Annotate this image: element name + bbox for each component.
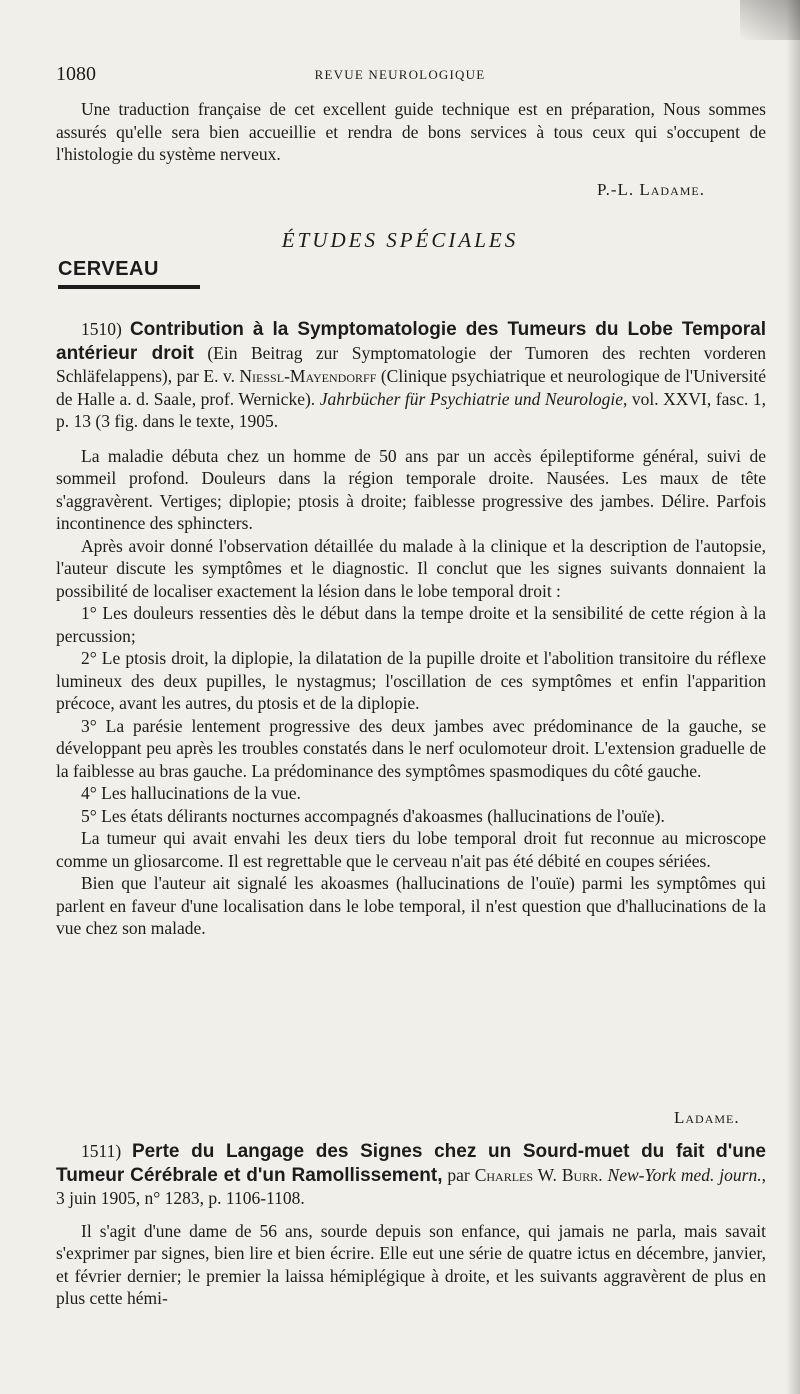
article-1511-paragraph: Il s'agit d'une dame de 56 ans, sourde depuis son enfance, qui jamais ne parla, mais savait s'exprimer par signes, bien lire et bien écrire. Elle eut une série de quatre ictus en décembre, janvier, et février dernier; le premier la laissa hémiplégique à droite, et les suivants aggravèrent de plus en plus cette hémi- bbox=[56, 1220, 766, 1308]
article-1511-journal: New-York med. journ. bbox=[607, 1164, 762, 1185]
article-1510-paragraph: 3° La parésie lentement progressive des deux jambes avec prédominance de la gauche, se développant peu après les troubles constatés dans le nerf oculomoteur droit. L'extension graduelle de la faiblesse au bras gauche. La prédominance des symptômes spasmodiques du côté gauche. bbox=[56, 715, 766, 781]
page-number: 1080 bbox=[56, 63, 96, 85]
article-1510-number: 1510) bbox=[81, 319, 122, 339]
article-1510-ref-b: (Clinique psychiatrique et neurologique de l'Université de Halle a. d. Saale, prof. Wernicke). bbox=[56, 366, 766, 409]
article-1510-paragraph: 5° Les états délirants nocturnes accompagnés d'akoasmes (hallucinations de l'ouïe). bbox=[81, 805, 665, 826]
article-1511-number: 1511) bbox=[81, 1141, 122, 1161]
article-1510-ref-c: , vol. XXVI, fasc. 1, p. 13 (3 fig. dans le texte, 1905. bbox=[56, 388, 766, 431]
subsection-underline bbox=[58, 285, 200, 289]
article-1510-paragraph: 4° Les hallucinations de la vue. bbox=[81, 783, 301, 803]
section-title: ÉTUDES SPÉCIALES bbox=[281, 228, 519, 252]
running-title: REVUE NEUROLOGIQUE bbox=[314, 67, 486, 82]
article-1510-journal: Jahrbücher für Psychiatrie und Neurologie bbox=[319, 388, 623, 409]
intro-text: Une traduction française de cet excellent guide technique est en préparation, Nous sommes assurés qu'elle sera bien accueillie et rendra de bons services à tous ceux qui s'occupent de l'histologie du système nerveux. bbox=[56, 99, 766, 164]
page-edge-shadow bbox=[786, 0, 800, 1394]
article-1510-signature: Ladame. bbox=[674, 1108, 740, 1127]
article-1510-ref-a: (Ein Beitrag zur Symptomatologie der Tumoren des rechten vorderen Schläfelappens), par E. v. bbox=[56, 342, 767, 386]
article-1510-heading bbox=[56, 318, 766, 433]
article-1510-paragraph: La tumeur qui avait envahi les deux tiers du lobe temporal droit fut reconnue au microscope comme un gliosarcome. Il est regrettable que le cerveau n'ait pas été débité en coupes sériées. bbox=[56, 828, 766, 871]
article-1510-paragraph: La maladie débuta chez un homme de 50 ans par un accès épileptiforme général, suivi de sommeil profond. Douleurs dans la région temporale droite. Nausées. Les maux de tête s'aggravèrent. Vertiges; diplopie; ptosis à droite; faiblesse progressive des jambes. Délire. Parfois incontinence des sphincters. bbox=[56, 445, 766, 533]
article-1510 bbox=[56, 318, 766, 940]
article-1511 bbox=[56, 1140, 766, 1310]
intro-paragraph bbox=[56, 98, 766, 166]
article-1510-paragraph: 2° Le ptosis droit, la diplopie, la dilatation de la pupille droite et l'abolition transitoire du réflexe lumineux des deux pupilles, le nystagmus; l'oscillation de ces symptômes et enfin l'apparition précoce, avant les autres, du ptosis et de la diplopie. bbox=[56, 648, 766, 713]
article-1510-paragraph: 1° Les douleurs ressenties dès le début dans la tempe droite et la sensibilité de cette région à la percussion; bbox=[56, 603, 766, 646]
article-1510-paragraph: Bien que l'auteur ait signalé les akoasmes (hallucinations de l'ouïe) parmi les symptômes qui parlent en faveur d'une localisation dans le lobe temporal, il n'est question que d'hallucinations de la vue chez son malade. bbox=[56, 873, 766, 938]
article-1510-title: Contribution à la Symptomatologie des Tumeurs du Lobe Temporal antérieur droit bbox=[56, 319, 766, 364]
article-1511-author: Charles W. Burr. bbox=[474, 1164, 603, 1185]
intro-signature: P.-L. Ladame. bbox=[597, 180, 705, 199]
article-1510-paragraph: Après avoir donné l'observation détaillée du malade à la clinique et la description de l'autopsie, l'auteur discute les symptômes et le diagnostic. Il conclut que les signes suivants donnaient la possibilité de localiser exactement la lésion dans le lobe temporal droit : bbox=[56, 535, 766, 601]
subsection-title: CERVEAU bbox=[58, 258, 159, 280]
article-1511-ref: , 3 juin 1905, n° 1283, p. 1106-1108. bbox=[56, 1164, 766, 1208]
article-1510-authors: Niessl-Mayendorff bbox=[239, 366, 377, 386]
article-1511-heading bbox=[56, 1140, 766, 1210]
article-1511-by: par bbox=[442, 1164, 475, 1185]
article-1511-title: Perte du Langage des Signes chez un Sourd-muet du fait d'une Tumeur Cérébrale et d'un Ramollissement, bbox=[56, 1141, 766, 1186]
